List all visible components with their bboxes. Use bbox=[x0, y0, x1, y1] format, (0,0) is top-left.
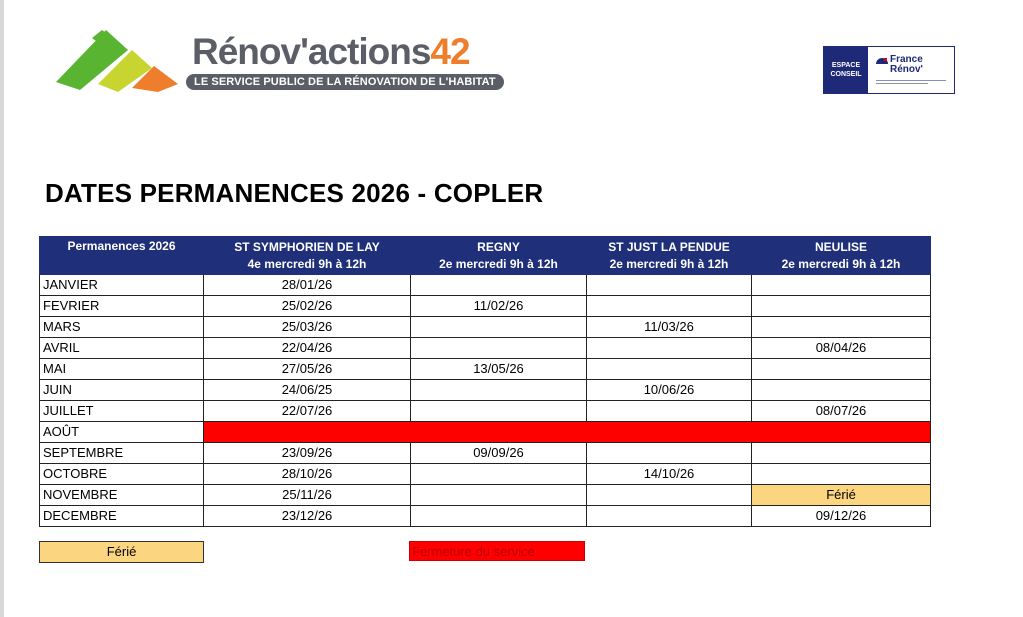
header-line1: ST SYMPHORIEN DE LAY bbox=[234, 239, 380, 254]
date-cell: 13/05/26 bbox=[411, 359, 587, 380]
date-cell bbox=[411, 275, 587, 296]
date-cell bbox=[752, 443, 931, 464]
renovactions-logo bbox=[54, 26, 494, 96]
renov-label: Rénov' bbox=[890, 64, 923, 75]
date-cell bbox=[752, 464, 931, 485]
france-renov-logo bbox=[823, 46, 955, 94]
header-neulise bbox=[752, 237, 931, 275]
month-cell: DECEMBRE bbox=[40, 506, 204, 527]
left-edge-rule bbox=[0, 0, 4, 617]
france-label: France bbox=[890, 54, 923, 65]
date-cell bbox=[411, 401, 587, 422]
date-cell: 23/12/26 bbox=[204, 506, 411, 527]
month-cell: OCTOBRE bbox=[40, 464, 204, 485]
legend-closure: Fermeture du service bbox=[409, 541, 585, 561]
date-cell: 25/03/26 bbox=[204, 317, 411, 338]
date-cell: 22/07/26 bbox=[204, 401, 411, 422]
date-cell: 28/01/26 bbox=[204, 275, 411, 296]
header-line2: 2e mercredi 9h à 12h bbox=[609, 256, 729, 271]
header-line1: NEULISE bbox=[814, 239, 867, 254]
header-regny bbox=[411, 237, 587, 275]
date-cell bbox=[752, 296, 931, 317]
date-cell: 14/10/26 bbox=[587, 464, 752, 485]
date-cell: 09/09/26 bbox=[411, 443, 587, 464]
logo-tagline: LE SERVICE PUBLIC DE LA RÉNOVATION DE L'HABITAT bbox=[186, 74, 504, 90]
month-cell: MAI bbox=[40, 359, 204, 380]
table-row bbox=[40, 275, 931, 296]
date-cell bbox=[411, 317, 587, 338]
logo-title-part2: 42 bbox=[430, 31, 470, 72]
date-cell bbox=[752, 380, 931, 401]
date-cell: 22/04/26 bbox=[204, 338, 411, 359]
table-body bbox=[40, 275, 931, 527]
month-cell: JUILLET bbox=[40, 401, 204, 422]
date-cell: 11/02/26 bbox=[411, 296, 587, 317]
date-cell: 09/12/26 bbox=[752, 506, 931, 527]
date-cell bbox=[411, 464, 587, 485]
table-row bbox=[40, 359, 931, 380]
date-cell bbox=[587, 338, 752, 359]
date-cell bbox=[411, 338, 587, 359]
table-row bbox=[40, 380, 931, 401]
date-cell bbox=[587, 443, 752, 464]
date-cell: 08/07/26 bbox=[752, 401, 931, 422]
date-cell: 28/10/26 bbox=[204, 464, 411, 485]
closure-cell bbox=[204, 422, 931, 443]
table-row bbox=[40, 422, 931, 443]
date-cell bbox=[587, 296, 752, 317]
france-renov-house-icon bbox=[874, 54, 890, 70]
fine-print-decoration bbox=[876, 79, 950, 85]
date-cell bbox=[411, 380, 587, 401]
legend-ferie: Férié bbox=[39, 541, 204, 563]
logo-title-part1: Rénov'actions bbox=[192, 31, 431, 72]
date-cell bbox=[752, 317, 931, 338]
date-cell bbox=[587, 485, 752, 506]
conseil-label: CONSEIL bbox=[830, 71, 862, 78]
date-cell: 08/04/26 bbox=[752, 338, 931, 359]
month-cell: AVRIL bbox=[40, 338, 204, 359]
header-st-just bbox=[587, 237, 752, 275]
table-row bbox=[40, 338, 931, 359]
header-permanences bbox=[40, 237, 204, 275]
month-cell: JANVIER bbox=[40, 275, 204, 296]
table-row bbox=[40, 464, 931, 485]
table-row bbox=[40, 317, 931, 338]
date-cell: 11/03/26 bbox=[587, 317, 752, 338]
header-st-symphorien bbox=[204, 237, 411, 275]
date-cell: 23/09/26 bbox=[204, 443, 411, 464]
month-cell: FEVRIER bbox=[40, 296, 204, 317]
month-cell: SEPTEMBRE bbox=[40, 443, 204, 464]
date-cell: 25/02/26 bbox=[204, 296, 411, 317]
date-cell bbox=[587, 506, 752, 527]
date-cell bbox=[411, 506, 587, 527]
date-cell: 25/11/26 bbox=[204, 485, 411, 506]
logo-title bbox=[192, 32, 470, 72]
date-cell bbox=[752, 275, 931, 296]
date-cell bbox=[752, 359, 931, 380]
date-cell bbox=[587, 275, 752, 296]
table-row bbox=[40, 443, 931, 464]
month-cell: JUIN bbox=[40, 380, 204, 401]
header-line1: ST JUST LA PENDUE bbox=[608, 239, 730, 254]
date-cell: 24/06/25 bbox=[204, 380, 411, 401]
page-title: DATES PERMANENCES 2026 - COPLER bbox=[45, 178, 544, 208]
table-header-row bbox=[40, 237, 931, 275]
table-row bbox=[40, 401, 931, 422]
table-row bbox=[40, 296, 931, 317]
header-line1: Permanences 2026 bbox=[67, 239, 176, 253]
date-cell bbox=[587, 359, 752, 380]
house-roof-logo-icon bbox=[54, 26, 189, 94]
ferie-cell: Férié bbox=[752, 485, 931, 506]
date-cell: 27/05/26 bbox=[204, 359, 411, 380]
date-cell: 10/06/26 bbox=[587, 380, 752, 401]
table-row bbox=[40, 485, 931, 506]
schedule-table bbox=[39, 236, 931, 527]
espace-conseil-block bbox=[824, 47, 868, 93]
date-cell bbox=[411, 485, 587, 506]
header-line2: 4e mercredi 9h à 12h bbox=[247, 256, 367, 271]
header-line1: REGNY bbox=[477, 239, 520, 254]
header-line2: 2e mercredi 9h à 12h bbox=[439, 256, 558, 271]
espace-label: ESPACE bbox=[831, 62, 861, 69]
header-line2: 2e mercredi 9h à 12h bbox=[781, 256, 901, 271]
table-row bbox=[40, 506, 931, 527]
date-cell bbox=[587, 401, 752, 422]
month-cell: MARS bbox=[40, 317, 204, 338]
month-cell: NOVEMBRE bbox=[40, 485, 204, 506]
month-cell: AOÛT bbox=[40, 422, 204, 443]
